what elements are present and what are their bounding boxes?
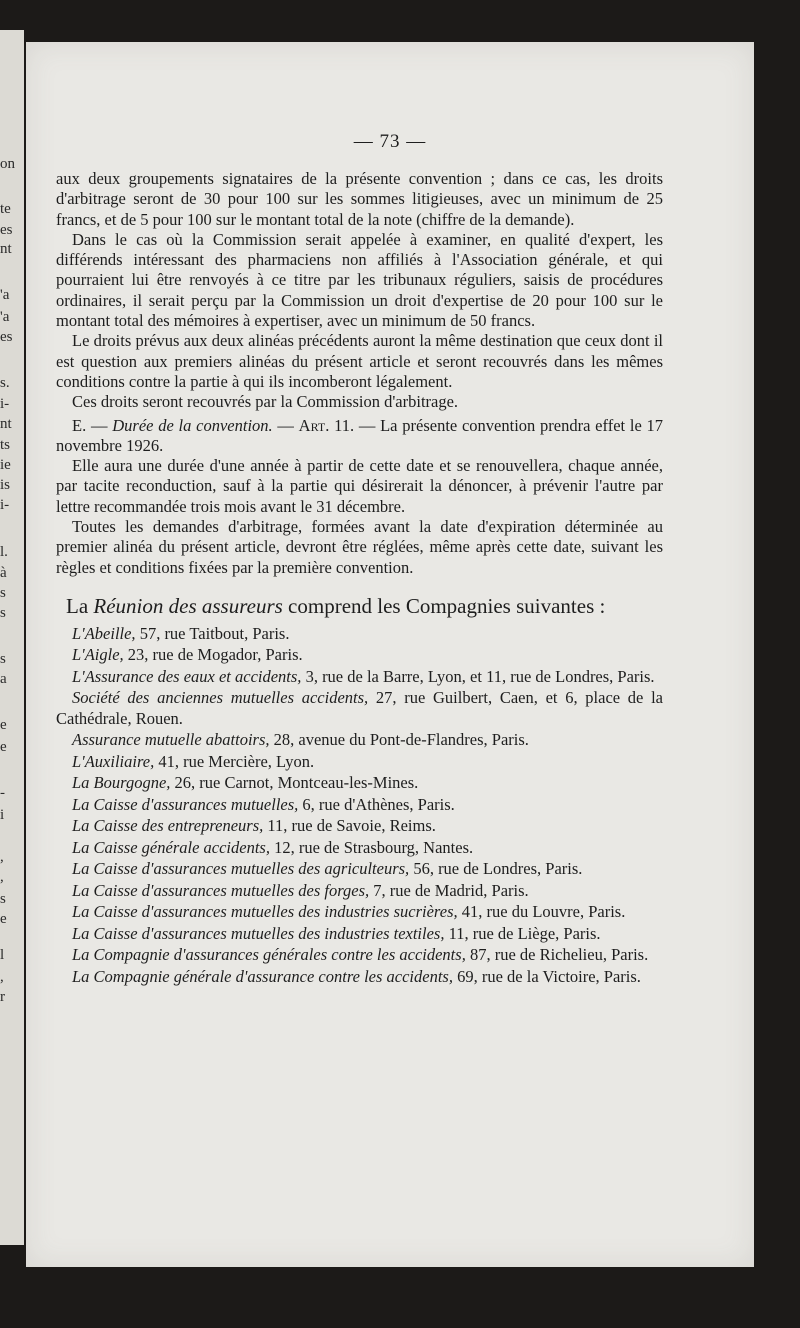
company-name: L'Aigle,	[72, 645, 124, 665]
margin-fragment: s.	[0, 375, 10, 391]
margin-fragment: l.	[0, 544, 8, 560]
margin-fragment: s	[0, 651, 6, 667]
section-e-paragraph	[56, 416, 663, 457]
margin-fragment: e	[0, 717, 7, 733]
margin-fragment: nt	[0, 416, 12, 432]
paragraph: aux deux groupements signataires de la présente convention ; dans ce cas, les droits d'arbitrage seront de 30 pour 100 sur les sommes litigieuses, avec un minimum de 25 francs, et de 5 pour 100 sur le montant total de la note (chiffre de la demande).	[56, 169, 663, 229]
heading-suffix: comprend les Compagnies suivantes :	[282, 593, 606, 618]
company-address: 69, rue de la Victoire, Paris.	[452, 966, 641, 986]
margin-fragment: s	[0, 585, 6, 601]
company-entry	[56, 924, 663, 944]
margin-fragment: 'a	[0, 309, 10, 325]
section-text: — La présente convention prendra effet le 17 novembre 1926.	[56, 415, 664, 455]
section-title: Durée de la convention.	[112, 415, 273, 435]
company-address: 26, rue Carnot, Montceau-les-Mines.	[170, 773, 419, 793]
heading-prefix: La	[66, 593, 94, 618]
company-address: 11, rue de Savoie, Reims.	[263, 816, 436, 836]
company-name: La Caisse d'assurances mutuelles des forges,	[72, 880, 370, 900]
margin-fragment: e	[0, 911, 7, 927]
paragraph: Elle aura une durée d'une année à partir de cette date et se renouvellera, chaque année, par tacite reconduction, sauf à la partie qui désirerait la dénoncer, à prévenir l'autre par lettre recommandée trois mois avant le 31 décembre.	[56, 456, 663, 516]
company-entry	[56, 667, 663, 687]
company-address: 12, rue de Strasbourg, Nantes.	[269, 837, 474, 857]
company-entry	[56, 945, 663, 965]
margin-fragment: a	[0, 671, 7, 687]
company-address: 27, rue Guilbert, Caen, et 6, place de la Cathédrale, Rouen.	[56, 688, 664, 728]
company-name: La Caisse d'assurances mutuelles des agriculteurs,	[72, 859, 410, 879]
margin-fragment: l	[0, 947, 5, 963]
company-address: 11, rue de Liège, Paris.	[444, 923, 601, 943]
page-number: — 73 —	[353, 131, 427, 152]
margin-fragment: te	[0, 201, 11, 217]
company-entry	[56, 645, 663, 665]
margin-fragment: ,	[0, 849, 4, 865]
margin-fragment: on	[0, 156, 15, 172]
margin-fragment: ts	[0, 437, 11, 453]
company-name: La Caisse générale accidents,	[72, 837, 270, 857]
article-number: Art. 11.	[298, 415, 355, 435]
margin-fragment: ,	[0, 969, 4, 985]
margin-fragment: i-	[0, 396, 10, 412]
company-entry	[56, 688, 663, 729]
page-text	[56, 169, 663, 987]
company-entry	[56, 752, 663, 772]
section-letter: E. —	[72, 415, 108, 435]
company-name: L'Assurance des eaux et accidents,	[72, 666, 302, 686]
paragraph: Le droits prévus aux deux alinéas précédents auront la même destination que ceux dont il est question aux premiers alinéas du présent article et seront recouvrés dans les mêmes conditions contre la partie à qui ils incomberont légalement.	[56, 331, 663, 391]
company-address: 7, rue de Madrid, Paris.	[369, 880, 529, 900]
company-entry	[56, 838, 663, 858]
margin-fragment: 'a	[0, 287, 10, 303]
company-address: 57, rue Taitbout, Paris.	[135, 623, 290, 643]
margin-fragment: s	[0, 605, 6, 621]
margin-fragment: ,	[0, 869, 4, 885]
company-name: L'Abeille,	[72, 623, 136, 643]
company-address: 28, avenue du Pont-de-Flandres, Paris.	[269, 730, 529, 750]
company-entry	[56, 624, 663, 644]
company-name: La Caisse d'assurances mutuelles des industries sucrières,	[72, 902, 458, 922]
company-name: La Caisse d'assurances mutuelles,	[72, 794, 299, 814]
company-name: La Bourgogne,	[72, 773, 171, 793]
section-dash: —	[272, 415, 299, 435]
margin-fragment: i	[0, 807, 5, 823]
company-name: La Compagnie d'assurances générales contre les accidents,	[72, 945, 466, 965]
margin-fragment: i-	[0, 497, 10, 513]
company-name: La Caisse d'assurances mutuelles des industries textiles,	[72, 923, 445, 943]
company-address: 41, rue du Louvre, Paris.	[457, 902, 626, 922]
margin-fragment: ie	[0, 457, 11, 473]
company-entry	[56, 902, 663, 922]
company-name: Assurance mutuelle abattoirs,	[72, 730, 270, 750]
company-name: L'Auxiliaire,	[72, 751, 155, 771]
margin-fragment: nt	[0, 241, 12, 257]
company-address: 56, rue de Londres, Paris.	[409, 859, 583, 879]
companies-heading	[56, 594, 663, 618]
margin-fragment: is	[0, 477, 11, 493]
margin-fragment: r	[0, 989, 5, 1005]
heading-name: Réunion des assureurs	[93, 593, 283, 618]
company-entry	[56, 859, 663, 879]
company-address: 41, rue Mercière, Lyon.	[154, 751, 315, 771]
company-address: 23, rue de Mogador, Paris.	[123, 645, 303, 665]
company-entry	[56, 816, 663, 836]
margin-fragment: -	[0, 785, 5, 801]
company-address: 87, rue de Richelieu, Paris.	[465, 945, 649, 965]
margin-fragment: s	[0, 891, 6, 907]
previous-page-edge	[0, 30, 24, 1245]
company-entry	[56, 730, 663, 750]
company-entry	[56, 773, 663, 793]
paragraph: Toutes les demandes d'arbitrage, formées avant la date d'expiration déterminée au premier alinéa du présent article, devront être réglées, même après cette date, suivant les règles et conditions fixées par la première convention.	[56, 517, 663, 577]
paragraph: Dans le cas où la Commission serait appelée à examiner, en qualité d'expert, les différends intéressant des pharmaciens non affiliés à l'Association générale, et qui pourraient lui être renvoyés à ce titre par les tribunaux réguliers, saisis de procédures ordinaires, il serait perçu par la Commission un droit d'expertise de 20 pour 100 sur le montant total des mémoires à expertiser, avec un minimum de 50 francs.	[56, 229, 663, 331]
margin-fragment: es	[0, 329, 13, 345]
company-entry	[56, 967, 663, 987]
paragraph: Ces droits seront recouvrés par la Commission d'arbitrage.	[72, 392, 459, 412]
company-name: La Compagnie générale d'assurance contre les accidents,	[72, 966, 453, 986]
company-address: 3, rue de la Barre, Lyon, et 11, rue de Londres, Paris.	[301, 666, 655, 686]
book-page	[26, 42, 754, 1267]
company-entry	[56, 881, 663, 901]
company-address: 6, rue d'Athènes, Paris.	[298, 794, 455, 814]
margin-fragment: à	[0, 565, 7, 581]
company-name: La Caisse des entrepreneurs,	[72, 816, 264, 836]
company-name: Société des anciennes mutuelles accidents,	[72, 688, 369, 708]
margin-fragment: es	[0, 222, 13, 238]
margin-fragment: e	[0, 739, 7, 755]
company-entry	[56, 795, 663, 815]
